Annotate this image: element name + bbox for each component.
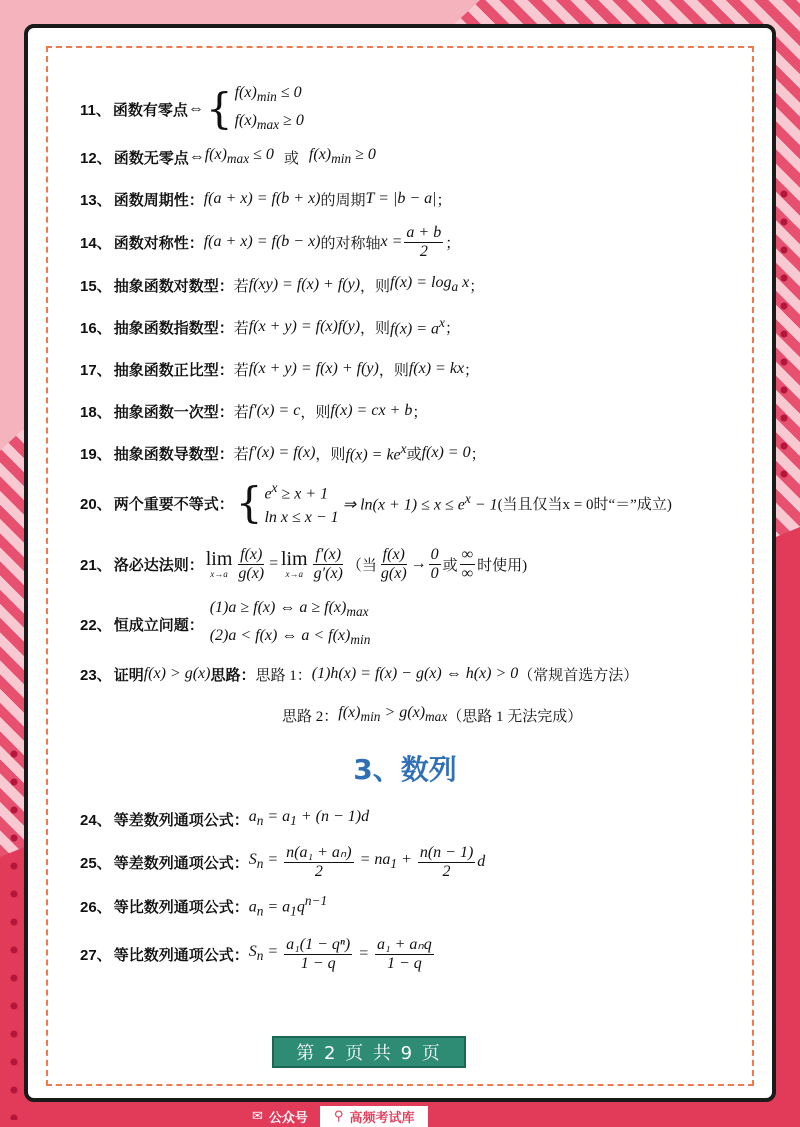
item-11: 11、 函数有零点 ⇔ { $f(x)_{min} \le 0$ $f(x)_{max} \ge 0$: [80, 82, 730, 136]
limit: lim x→a: [205, 548, 233, 579]
item-14: 14、 函数对称性： f(a + x) = f(b − x) 的对称轴 x = $\frac{a + b}{2}$ ；: [80, 223, 461, 260]
item-23: 23、 证明 f(x) > g(x) 思路： 思路 1： (1)h(x) = f(x) − g(x) ⇔ h(x) > 0 （常规首选方法）: [80, 665, 639, 684]
item-18: 18、 抽象函数一次型： 若 f′(x) = c ，则 f(x) = cx + b ；: [80, 402, 428, 421]
item-27: 27、 等比数列通项公式： $S_n$ = $\frac{\text{a₁(1 − qⁿ)}}{1 - q}$ = $\frac{\text{a₁ + aₙq}}{1 - q}$: [80, 935, 432, 972]
section-title: 3、数列: [353, 753, 457, 786]
item-23-approach-2: 思路 2： $f(x)_{min} > g(x)_{max}$ （思路 1 无法完成）: [282, 704, 583, 725]
formula: $f(x)_{min} \ge 0$: [308, 146, 376, 167]
item-16: 16、 抽象函数指数型： 若 f(x + y) = f(x)f(y) ，则 $f(x) = a^x$ ；: [80, 315, 460, 338]
search-icon: ⚲: [333, 1109, 344, 1124]
page-number: 第 2 页 共 9 页: [272, 1036, 466, 1068]
item-15: 15、 抽象函数对数型： 若 f(xy) = f(x) + f(y) ，则 $f(x) = \log_a x$ ；: [80, 274, 485, 295]
item-19: 19、 抽象函数导数型： 若 f′(x) = f(x) ，则 $f(x) = ke^x$ 或 f(x) = 0 ；: [80, 441, 486, 464]
item-22: 22、 恒成立问题： (1)a ≥ f(x) ⇔ $a \ge f(x)_{max}$ (2)a < f(x) ⇔ $a < f(x)_{min}$: [80, 598, 371, 648]
fraction: $\frac{a + b}{2}$: [406, 223, 442, 260]
item-26: 26、 等比数列通项公式： $a_n = a_1q^{n-1}$: [80, 892, 328, 919]
item-24: 24、 等差数列通项公式： $a_n = a_1 + (n - 1)d$: [80, 808, 370, 829]
item-12: 12、 函数无零点 ⇔ $f(x)_{max} \le 0$ 或 $f(x)_{min} \ge 0$: [80, 146, 376, 167]
condition-stack: $f(x)_{min} \le 0$ $f(x)_{max} \ge 0$: [234, 83, 304, 133]
wechat-icon: ✉: [252, 1109, 263, 1124]
bottom-bar: [240, 1106, 428, 1127]
search-badge[interactable]: ⚲ 高频考试库: [320, 1106, 429, 1127]
brace-icon: {: [235, 478, 263, 527]
wechat-badge[interactable]: ✉ 公众号: [240, 1106, 320, 1127]
item-25: 25、 等差数列通项公式： $S_n$ = $\frac{\text{n(a₁ + aₙ)}}{2}$ = $na_1$ + $\frac{n(n - 1)}{2}$ d: [80, 843, 486, 880]
formula: $f(x)_{max} \le 0$: [204, 146, 274, 167]
item-21: 21、 洛必达法则： lim x→a $\frac{f(x)}{g(x)}$ = lim x→a $\frac{f'(x)}{g'(x)}$ （当 $\frac{f(x)}{g(x)}$ → $\frac{0}{0}$ 或 $\frac{\infty}{\infty}$ 时使用): [80, 545, 528, 582]
brace-icon: {: [205, 84, 233, 133]
item-17: 17、 抽象函数正比型： 若 f(x + y) = f(x) + f(y) ，则 f(x) = kx ；: [80, 360, 480, 379]
formula-list: [80, 82, 730, 982]
item-13: 13、 函数周期性： f(a + x) = f(b + x) 的周期 T = |b − a| ；: [80, 190, 452, 209]
item-20: 20、 两个重要不等式： { $e^x \ge x + 1$ ln x ≤ x − 1 ⇒ $\ln(x + 1) \le x \le e^x - 1$ (当且仅当x = 0时“＝”成立): [80, 478, 672, 527]
